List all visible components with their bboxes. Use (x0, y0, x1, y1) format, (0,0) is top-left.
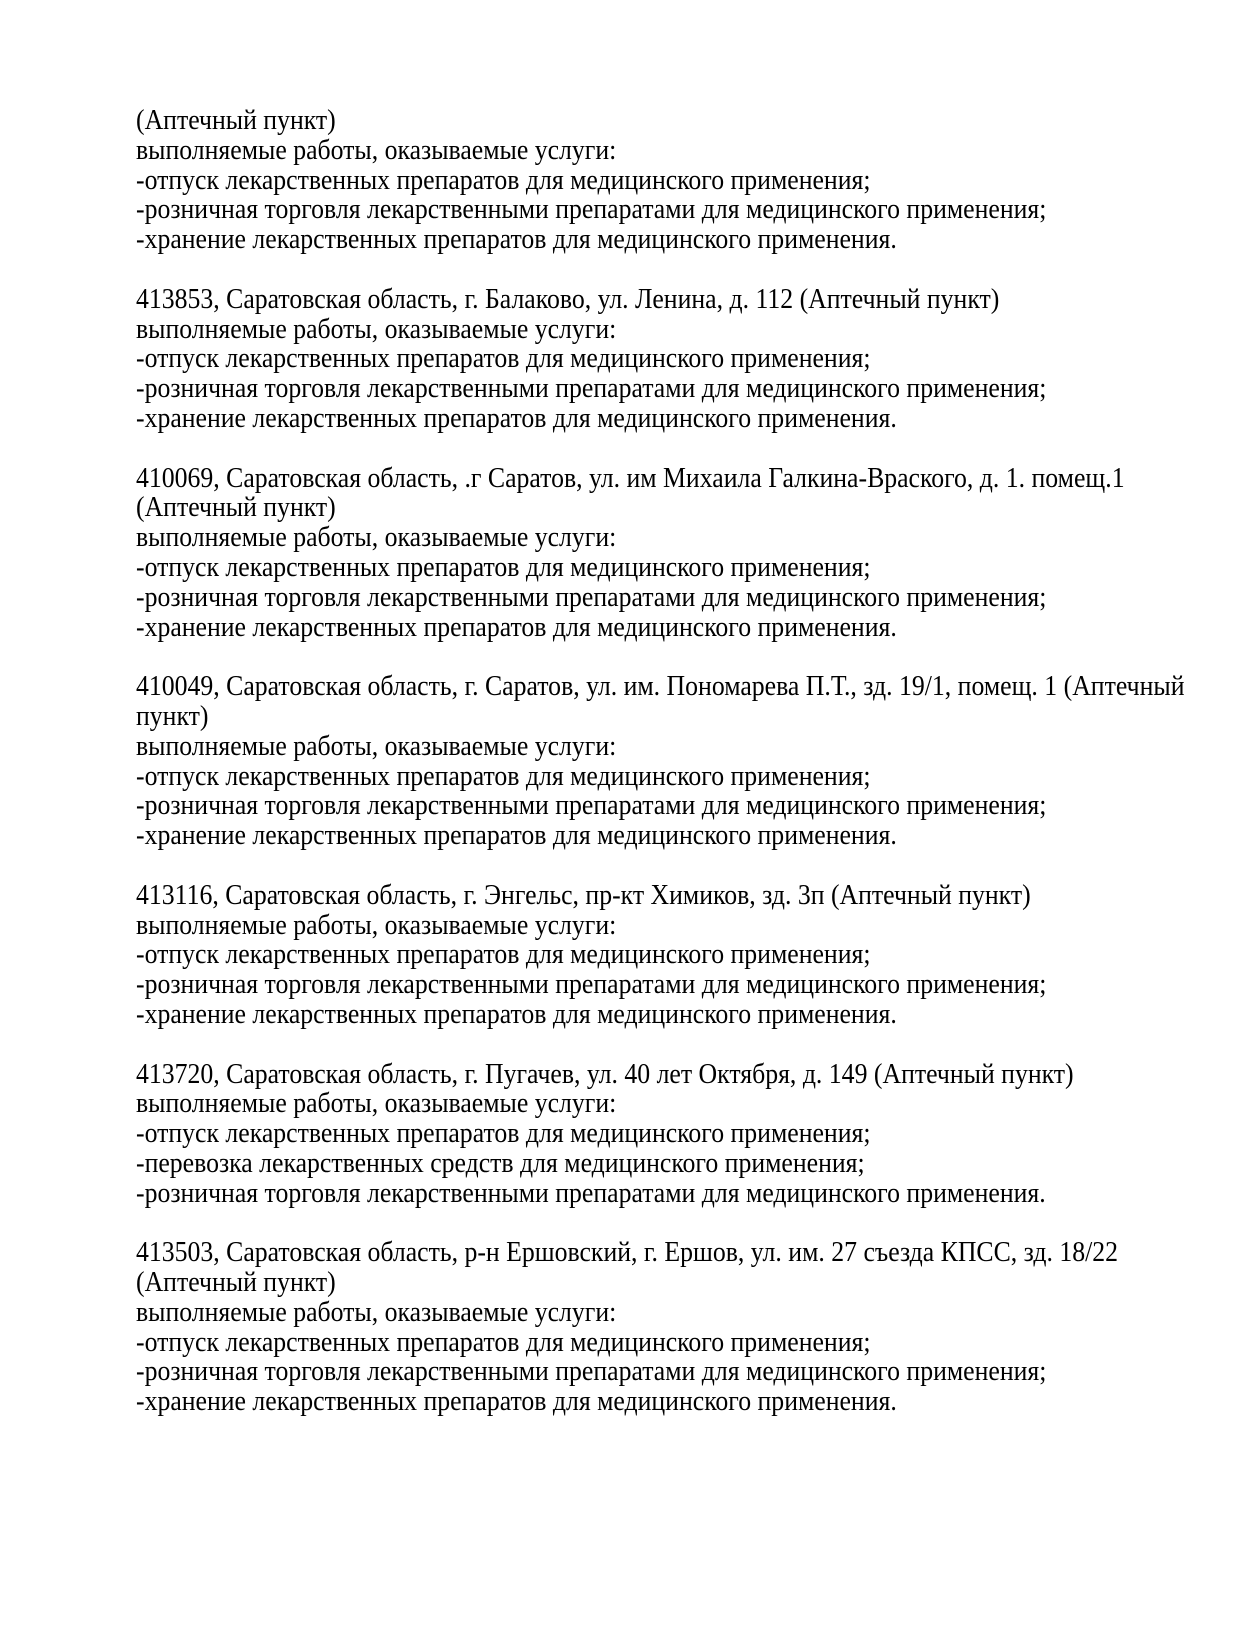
license-entry (136, 1238, 1180, 1417)
text-line: 413853, Саратовская область, г. Балаково, ул. Ленина, д. 112 (Аптечный пункт) (136, 283, 1000, 315)
text-line: (Аптечный пункт) (136, 492, 336, 524)
license-entry (136, 106, 1180, 255)
license-entry (136, 285, 1180, 434)
text-line: выполняемые работы, оказываемые услуги: (136, 522, 617, 554)
document-body (136, 105, 1185, 1418)
text-line: -розничная торговля лекарственными препаратами для медицинского применения; (136, 790, 1047, 822)
text-line: 413503, Саратовская область, р-н Ершовский, г. Ершов, ул. им. 27 съезда КПСС, зд. 18/22 (136, 1237, 1119, 1269)
text-line: выполняемые работы, оказываемые услуги: (136, 1296, 617, 1328)
text-line: 410069, Саратовская область, .г Саратов, ул. им Михаила Галкина-Враского, д. 1. помещ.1 (136, 462, 1125, 494)
text-line: -перевозка лекарственных средств для медицинского применения; (136, 1147, 865, 1179)
text-line: -отпуск лекарственных препаратов для медицинского применения; (136, 939, 871, 971)
text-line: -отпуск лекарственных препаратов для медицинского применения; (136, 343, 871, 375)
text-line: (Аптечный пункт) (136, 1267, 336, 1299)
text-line: -розничная торговля лекарственными препаратами для медицинского применения; (136, 373, 1047, 405)
text-line: выполняемые работы, оказываемые услуги: (136, 313, 617, 345)
text-line: -розничная торговля лекарственными препаратами для медицинского применения; (136, 194, 1047, 226)
text-line: -отпуск лекарственных препаратов для медицинского применения; (136, 760, 871, 792)
text-line: (Аптечный пункт) (136, 105, 336, 136)
text-line: -отпуск лекарственных препаратов для медицинского применения; (136, 1118, 871, 1150)
text-line: 410049, Саратовская область, г. Саратов, ул. им. Пономарева П.Т., зд. 19/1, помещ. 1 (Аптечный (136, 671, 1185, 703)
text-line: -хранение лекарственных препаратов для медицинского применения. (136, 820, 897, 852)
text-line: -хранение лекарственных препаратов для медицинского применения. (136, 224, 897, 256)
license-entry (136, 881, 1180, 1030)
text-line: -отпуск лекарственных препаратов для медицинского применения; (136, 164, 871, 196)
text-line: -отпуск лекарственных препаратов для медицинского применения; (136, 1326, 871, 1358)
text-line: -розничная торговля лекарственными препаратами для медицинского применения; (136, 581, 1047, 613)
text-line: -розничная торговля лекарственными препаратами для медицинского применения. (136, 1177, 1046, 1209)
text-line: -хранение лекарственных препаратов для медицинского применения. (136, 1386, 897, 1418)
text-line: -хранение лекарственных препаратов для медицинского применения. (136, 402, 897, 434)
text-line: -розничная торговля лекарственными препаратами для медицинского применения; (136, 969, 1047, 1001)
text-line: -отпуск лекарственных препаратов для медицинского применения; (136, 551, 871, 583)
text-line: выполняемые работы, оказываемые услуги: (136, 730, 617, 762)
text-line: -хранение лекарственных препаратов для медицинского применения. (136, 611, 897, 643)
license-entry (136, 1060, 1180, 1209)
text-line: выполняемые работы, оказываемые услуги: (136, 909, 617, 941)
text-line: пункт) (136, 700, 209, 732)
text-line: выполняемые работы, оказываемые услуги: (136, 134, 617, 166)
text-line: 413116, Саратовская область, г. Энгельс, пр-кт Химиков, зд. 3п (Аптечный пункт) (136, 879, 1031, 911)
text-line: -хранение лекарственных препаратов для медицинского применения. (136, 998, 897, 1030)
text-line: -розничная торговля лекарственными препаратами для медицинского применения; (136, 1356, 1047, 1388)
license-entry (136, 464, 1180, 643)
license-entry (136, 671, 1185, 852)
text-line: 413720, Саратовская область, г. Пугачев, ул. 40 лет Октября, д. 149 (Аптечный пункт) (136, 1058, 1074, 1090)
text-line: выполняемые работы, оказываемые услуги: (136, 1088, 617, 1120)
